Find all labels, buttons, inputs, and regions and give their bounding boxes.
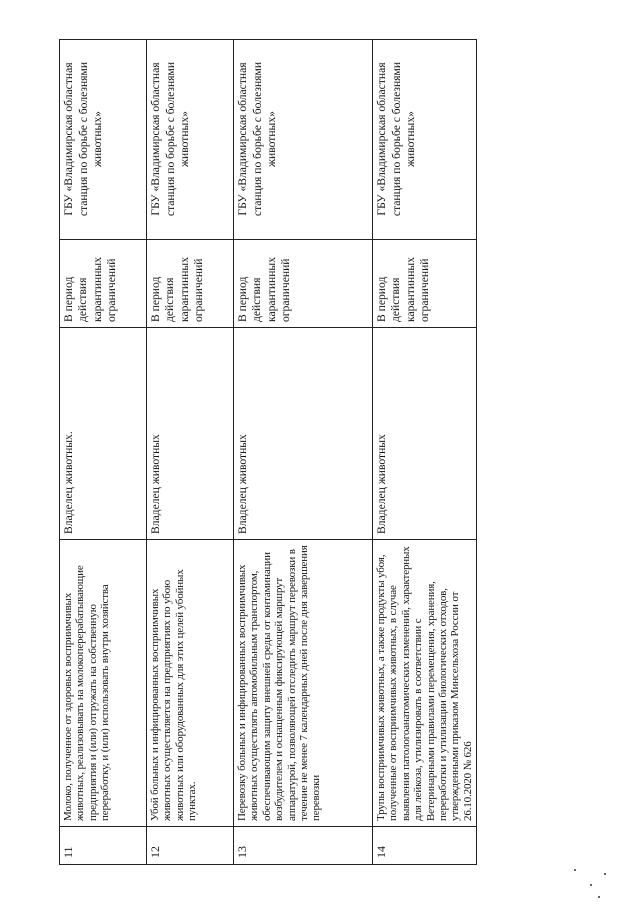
row-number: 13 bbox=[234, 827, 373, 865]
measure-text: Трупы восприимчивых животных, а также продукты убоя, полученные от восприимчивых животных, в случае выявления патологоанатомических изменений, характерных для лейкоза, утилизировать в соответствии с Ветеринарными правилами перемещения, хранения, переработки и утилизации биологических отходов, утвержденными приказом Минсельхоза России от 26.10.2020 № 626 bbox=[373, 540, 477, 827]
scan-speck bbox=[604, 873, 606, 875]
responsible-party: Владелец животных bbox=[147, 328, 234, 540]
measure-text: Убой больных и инфицированных восприимчивых животных осуществляется на предприятиях по убою животных или оборудованных для этих целей убойных пунктах. bbox=[147, 540, 234, 827]
table-row bbox=[234, 40, 373, 865]
organization-text: ГБУ «Владимирская областная станция по борьбе с болезнями животных» bbox=[234, 40, 373, 240]
rotated-table-frame bbox=[59, 40, 474, 865]
period-text: В период действия карантинных ограничений bbox=[60, 240, 147, 328]
measure-text: Перевозку больных и инфицированных восприимчивых животных осуществлять автомобильным транспортом, обеспечивающим защиту внешней среды от контаминации возбудителем и оснащенным фиксирующей маршрут аппаратурой, позволяющей отследить маршрут перевозки в течение не менее 7 календарных дней после дня завершения перевозки bbox=[234, 540, 373, 827]
scan-speck bbox=[598, 896, 600, 898]
table-row bbox=[60, 40, 147, 865]
scan-speck bbox=[574, 869, 576, 871]
measures-table bbox=[59, 39, 477, 865]
organization-text: ГБУ «Владимирская областная станция по борьбе с болезнями животных» bbox=[147, 40, 234, 240]
row-number: 14 bbox=[373, 827, 477, 865]
responsible-party: Владелец животных. bbox=[60, 328, 147, 540]
measures-table-container bbox=[59, 40, 474, 865]
measure-text: Молоко, полученное от здоровых восприимчивых животных, реализовывать на молокоперерабатывающие предприятия и (или) отгружать на собственную переработку, и (или) использовать внутри хозяйства bbox=[60, 540, 147, 827]
period-text: В период действия карантинных ограничений bbox=[234, 240, 373, 328]
table-row bbox=[373, 40, 477, 865]
table-row bbox=[147, 40, 234, 865]
organization-text: ГБУ «Владимирская областная станция по борьбе с болезнями животных» bbox=[373, 40, 477, 240]
period-text: В период действия карантинных ограничений bbox=[147, 240, 234, 328]
organization-text: ГБУ «Владимирская областная станция по борьбе с болезнями животных» bbox=[60, 40, 147, 240]
row-number: 12 bbox=[147, 827, 234, 865]
period-text: В период действия карантинных ограничений bbox=[373, 240, 477, 328]
row-number: 11 bbox=[60, 827, 147, 865]
scan-speck bbox=[590, 884, 592, 886]
responsible-party: Владелец животных bbox=[373, 328, 477, 540]
responsible-party: Владелец животных bbox=[234, 328, 373, 540]
